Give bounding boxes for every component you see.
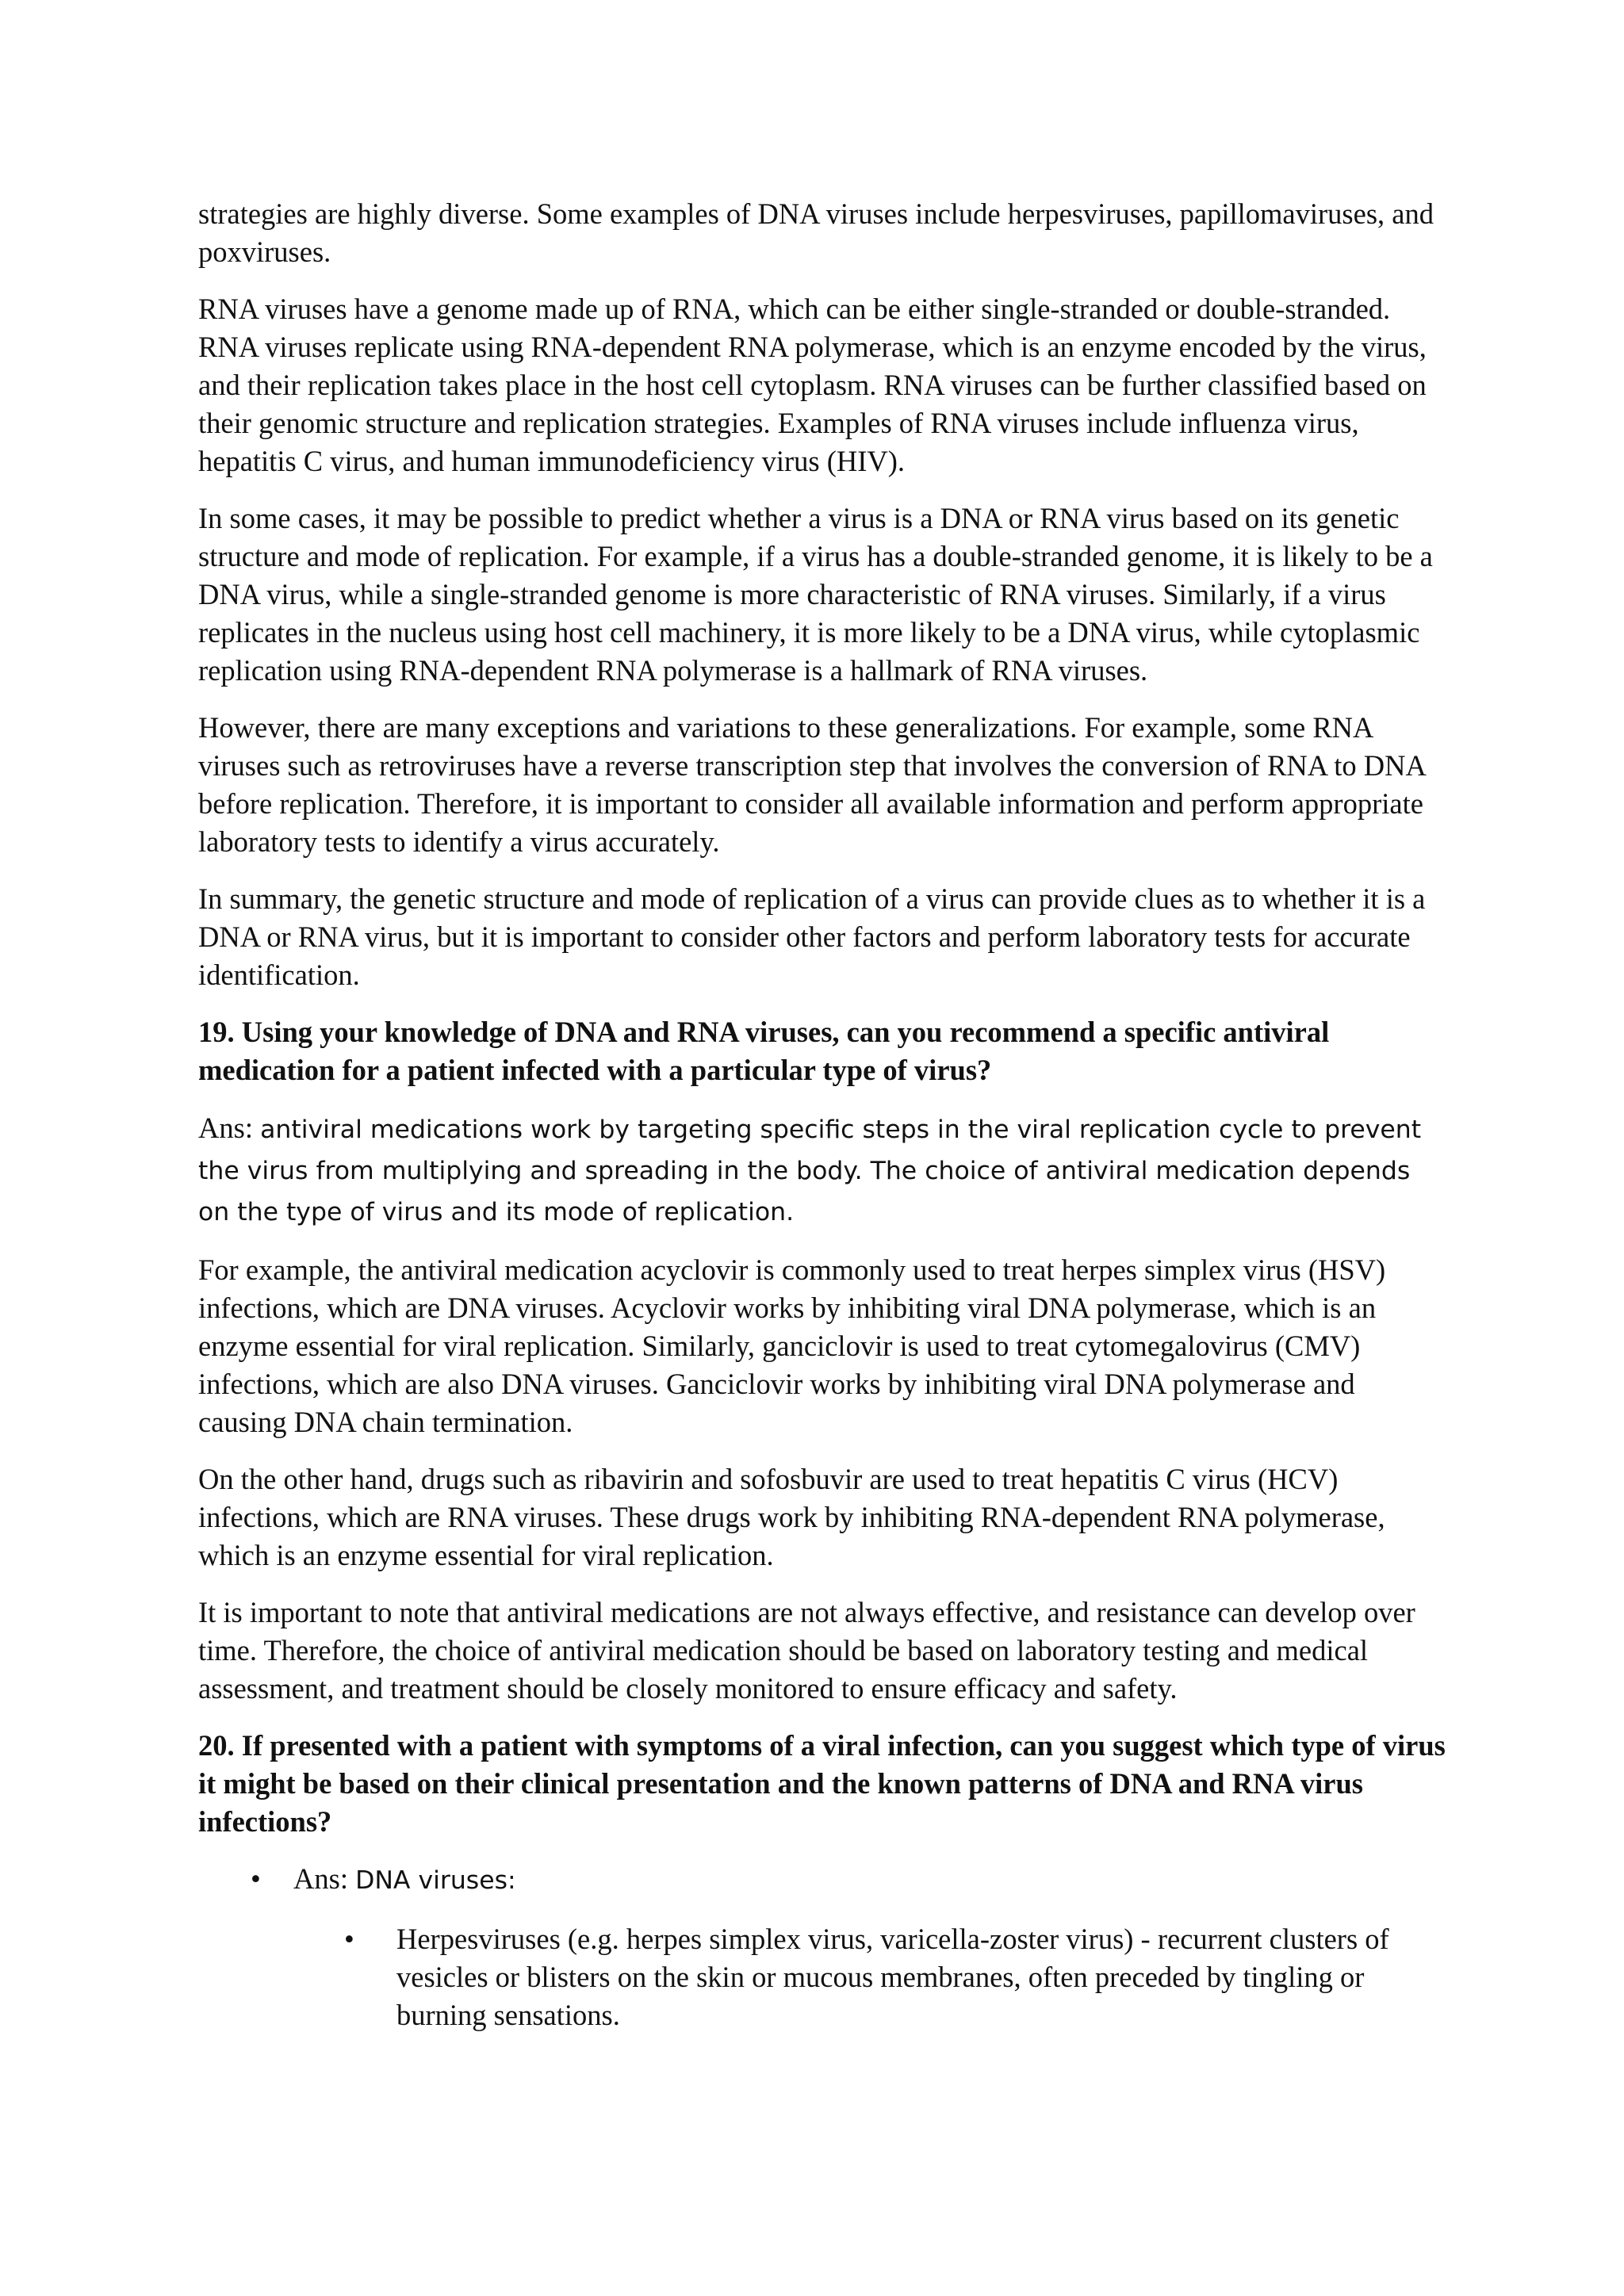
answer-19-text: antiviral medications work by targeting specific steps in the viral replication cycle to prevent the virus from multiplying and spreading in the body. The choice of antiviral medication depends on the type of virus and its mode of replication.	[198, 1115, 1422, 1226]
paragraph-resistance-note: It is important to note that antiviral medications are not always effective, and resistance can develop over time. Therefore, the choice of antiviral medication should be based on laboratory testing and medical assessment, and treatment should be closely monitored to ensure efficacy and safety.	[198, 1596, 1415, 1705]
answer-prefix: Ans:	[198, 1112, 261, 1144]
herpesviruses-item: Herpesviruses (e.g. herpes simplex virus, varicella-zoster virus) - recurrent clusters of vesicles or blisters on the skin or mucous membranes, often preceded by tingling or burning sensations.	[396, 1923, 1389, 2031]
answer-20-list	[198, 1860, 1446, 2034]
bullet-icon: •	[251, 1862, 261, 1895]
answer-20-text: DNA viruses:	[355, 1866, 516, 1895]
paragraph-rna-antivirals: On the other hand, drugs such as ribavirin and sofosbuvir are used to treat hepatitis C virus (HCV) infections, which are RNA viruses. These drugs work by inhibiting RNA-dependent RNA polymerase, which is an enzyme essential for viral replication.	[198, 1463, 1385, 1571]
question-19: 19. Using your knowledge of DNA and RNA viruses, can you recommend a specific antiviral medication for a patient infected with a particular type of virus?	[198, 1016, 1330, 1086]
list-item	[198, 1860, 1446, 1900]
paragraph-prediction: In some cases, it may be possible to predict whether a virus is a DNA or RNA virus based on its genetic structure and mode of replication. For example, if a virus has a double-stranded genome, it is likely to be a DNA virus, while a single-stranded genome is more characteristic of RNA viruses. Similarly, if a virus replicates in the nucleus using host cell machinery, it is more likely to be a DNA virus, while cytoplasmic replication using RNA-dependent RNA polymerase is a hallmark of RNA viruses.	[198, 502, 1433, 687]
document-page	[198, 195, 1446, 2034]
bullet-icon: •	[344, 1923, 354, 1955]
paragraph-dna-antivirals: For example, the antiviral medication acyclovir is commonly used to treat herpes simplex virus (HSV) infections, which are DNA viruses. Acyclovir works by inhibiting viral DNA polymerase, which is an enzyme essential for viral replication. Similarly, ganciclovir is used to treat cytomegalovirus (CMV) infections, which are also DNA viruses. Ganciclovir works by inhibiting viral DNA polymerase and causing DNA chain termination.	[198, 1253, 1386, 1438]
paragraph-summary: In summary, the genetic structure and mode of replication of a virus can provide clues as to whether it is a DNA or RNA virus, but it is important to consider other factors and perform laboratory tests for accurate identification.	[198, 882, 1426, 991]
paragraph-rna-viruses: RNA viruses have a genome made up of RNA, which can be either single-stranded or double-stranded. RNA viruses replicate using RNA-dependent RNA polymerase, which is an enzyme encoded by the virus, and their replication takes place in the host cell cytoplasm. RNA viruses can be further classified based on their genomic structure and replication strategies. Examples of RNA viruses include influenza virus, hepatitis C virus, and human immunodeficiency virus (HIV).	[198, 293, 1427, 477]
paragraph-exceptions: However, there are many exceptions and variations to these generalizations. For example, some RNA viruses such as retroviruses have a reverse transcription step that involves the conversion of RNA to DNA before replication. Therefore, it is important to consider all available information and perform appropriate laboratory tests to identify a virus accurately.	[198, 711, 1425, 858]
list-item	[198, 1920, 1446, 2034]
answer-19-intro	[198, 1108, 1446, 1232]
answer-20-heading	[293, 1862, 516, 1895]
paragraph-dna-viruses-end: strategies are highly diverse. Some examples of DNA viruses include herpesviruses, papillomaviruses, and poxviruses.	[198, 197, 1434, 268]
question-20: 20. If presented with a patient with symptoms of a viral infection, can you suggest which type of virus it might be based on their clinical presentation and the known patterns of DNA and RNA virus infections?	[198, 1729, 1446, 1838]
answer-prefix: Ans:	[293, 1862, 356, 1895]
